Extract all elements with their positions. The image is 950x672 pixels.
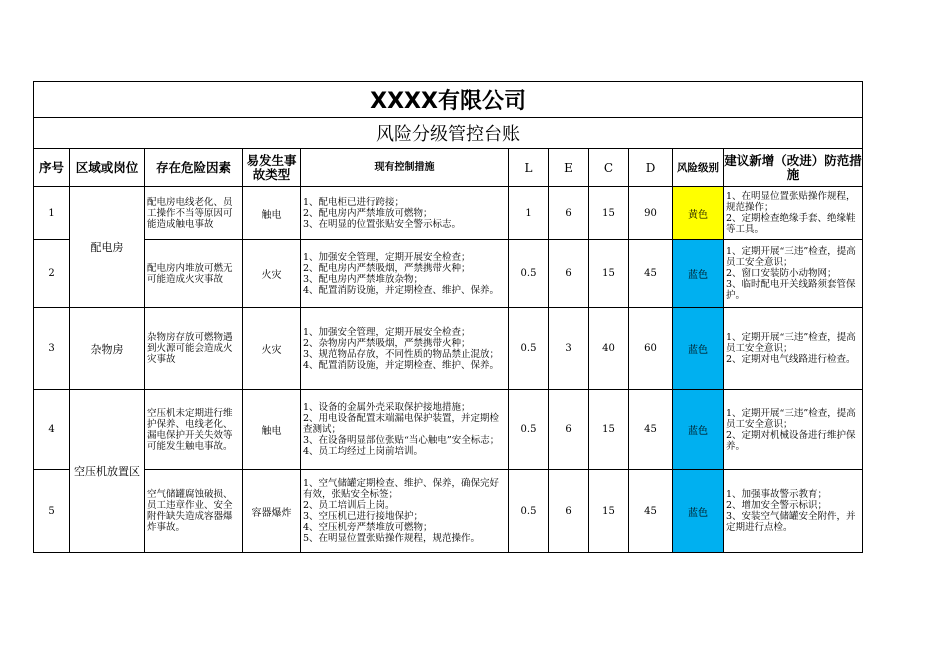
header-l: L [509, 149, 549, 187]
header-seq: 序号 [34, 149, 70, 187]
cell-e: 3 [549, 308, 589, 390]
suggest-line: 2、定期对电气线路进行检查。 [726, 354, 856, 365]
header-hazard: 存在危险因素 [145, 149, 243, 187]
cell-accident: 触电 [243, 390, 301, 470]
cell-controls [301, 308, 509, 390]
cell-area: 空压机放置区 [70, 390, 145, 553]
cell-e: 6 [549, 240, 589, 308]
cell-seq: 4 [34, 390, 70, 470]
table-row [34, 240, 863, 308]
header-suggest: 建议新增（改进）防范措施 [724, 149, 863, 187]
table-row [34, 308, 863, 390]
cell-c: 40 [589, 308, 629, 390]
control-line: 2、员工培训后上岗。 [303, 500, 395, 511]
cell-seq: 3 [34, 308, 70, 390]
table-row [34, 470, 863, 553]
control-line: 2、杂物房内严禁吸烟，严禁携带火种； [303, 337, 471, 349]
cell-suggest [724, 470, 863, 553]
cell-accident: 火灾 [243, 240, 301, 308]
suggest-line: 1、在明显位置张贴操作规程，规范操作； [726, 191, 856, 213]
control-line: 1、配电柜已进行跨接； [303, 196, 405, 208]
cell-seq: 2 [34, 240, 70, 308]
header-e: E [549, 149, 589, 187]
cell-l: 1 [509, 187, 549, 240]
control-line: 2、配电房内严禁吸烟，严禁携带火种； [303, 262, 471, 274]
risk-level-badge: 蓝色 [673, 240, 724, 308]
table-row [34, 390, 863, 470]
cell-l: 0.5 [509, 240, 549, 308]
control-line: 1、加强安全管理，定期开展安全检查； [303, 326, 471, 338]
suggest-line: 2、定期对机械设备进行维护保养。 [726, 429, 856, 452]
cell-l: 0.5 [509, 390, 549, 470]
header-c: C [589, 149, 629, 187]
control-line: 2、配电房内严禁堆放可燃物； [303, 207, 433, 219]
risk-level-badge: 黄色 [673, 187, 724, 240]
control-line: 3、在设备明显部位张贴“当心触电”安全标志； [303, 435, 500, 446]
cell-seq: 5 [34, 470, 70, 553]
cell-hazard: 杂物房存放可燃物遇到火源可能会造成火灾事故 [145, 308, 243, 390]
cell-d: 45 [629, 240, 673, 308]
suggest-line: 3、安装空气储罐安全附件，并定期进行点检。 [726, 511, 856, 533]
cell-l: 0.5 [509, 308, 549, 390]
cell-c: 15 [589, 470, 629, 553]
cell-suggest [724, 308, 863, 390]
cell-d: 45 [629, 390, 673, 470]
cell-e: 6 [549, 390, 589, 470]
control-line: 1、加强安全管理，定期开展安全检查； [303, 251, 471, 263]
control-line: 3、空压机已进行接地保护； [303, 511, 424, 522]
suggest-line: 1、定期开展“三违”检查，提高员工安全意识； [726, 246, 856, 268]
risk-level-badge: 蓝色 [673, 308, 724, 390]
cell-hazard: 配电房电线老化、员工操作不当等原因可能造成触电事故 [145, 187, 243, 240]
cell-controls [301, 240, 509, 308]
cell-e: 6 [549, 470, 589, 553]
cell-c: 15 [589, 390, 629, 470]
cell-hazard: 空压机未定期进行维护保养、电线老化、漏电保护开关失效等可能发生触电事故。 [145, 390, 243, 470]
cell-accident: 火灾 [243, 308, 301, 390]
cell-suggest [724, 187, 863, 240]
control-line: 1、空气储罐定期检查、维护、保养，确保完好有效，张贴安全标签； [303, 478, 500, 500]
control-line: 3、在明显的位置张贴安全警示标志。 [303, 218, 462, 230]
header-level: 风险级别 [673, 149, 724, 187]
cell-accident: 容器爆炸 [243, 470, 301, 553]
cell-e: 6 [549, 187, 589, 240]
suggest-line: 3、临时配电开关线路须套管保护。 [726, 279, 856, 301]
cell-suggest [724, 240, 863, 308]
risk-level-badge: 蓝色 [673, 470, 724, 553]
cell-area: 配电房 [70, 187, 145, 308]
risk-ledger-table [33, 81, 863, 553]
cell-c: 15 [589, 240, 629, 308]
header-accident: 易发生事故类型 [243, 149, 301, 187]
cell-controls [301, 187, 509, 240]
company-title: XXXX有限公司 [34, 82, 863, 118]
cell-controls [301, 470, 509, 553]
cell-area: 杂物房 [70, 308, 145, 390]
control-line: 3、规范物品存放，不同性质的物品禁止混放； [303, 348, 500, 360]
control-line: 4、配置消防设施，并定期检查、维护、保养。 [303, 284, 500, 296]
cell-c: 15 [589, 187, 629, 240]
cell-hazard: 配电房内堆放可燃无可能造成火灾事故 [145, 240, 243, 308]
suggest-line: 2、定期检查绝缘手套、绝缘鞋等工具。 [726, 213, 856, 235]
control-line: 5、在明显位置张贴操作规程，规范操作。 [303, 533, 481, 544]
cell-d: 90 [629, 187, 673, 240]
cell-controls [301, 390, 509, 470]
control-line: 2、用电设备配置末端漏电保护装置，并定期检查测试； [303, 413, 500, 435]
header-area: 区域或岗位 [70, 149, 145, 187]
header-d: D [629, 149, 673, 187]
cell-hazard: 空气储罐腐蚀破损、员工违章作业、安全附件缺失造成容器爆炸事故。 [145, 470, 243, 553]
header-row [34, 149, 863, 187]
suggest-line: 1、定期开展“三违”检查，提高员工安全意识； [726, 407, 856, 430]
cell-d: 45 [629, 470, 673, 553]
suggest-line: 2、窗口安装防小动物网； [726, 268, 837, 279]
cell-seq: 1 [34, 187, 70, 240]
control-line: 4、员工均经过上岗前培训。 [303, 446, 424, 457]
suggest-line: 2、增加安全警示标识； [726, 500, 828, 511]
cell-l: 0.5 [509, 470, 549, 553]
control-line: 3、配电房内严禁堆放杂物； [303, 273, 424, 285]
cell-d: 60 [629, 308, 673, 390]
cell-suggest [724, 390, 863, 470]
cell-accident: 触电 [243, 187, 301, 240]
control-line: 1、设备的金属外壳采取保护接地措施； [303, 402, 471, 413]
suggest-line: 1、加强事故警示教育； [726, 489, 828, 500]
table-row [34, 187, 863, 240]
ledger-subtitle: 风险分级管控台账 [34, 118, 863, 149]
control-line: 4、配置消防设施，并定期检查、维护、保养。 [303, 359, 500, 371]
header-controls: 现有控制措施 [301, 149, 509, 187]
suggest-line: 1、定期开展“三违”检查，提高员工安全意识； [726, 332, 856, 354]
control-line: 4、空压机旁严禁堆放可燃物； [303, 522, 433, 533]
risk-level-badge: 蓝色 [673, 390, 724, 470]
